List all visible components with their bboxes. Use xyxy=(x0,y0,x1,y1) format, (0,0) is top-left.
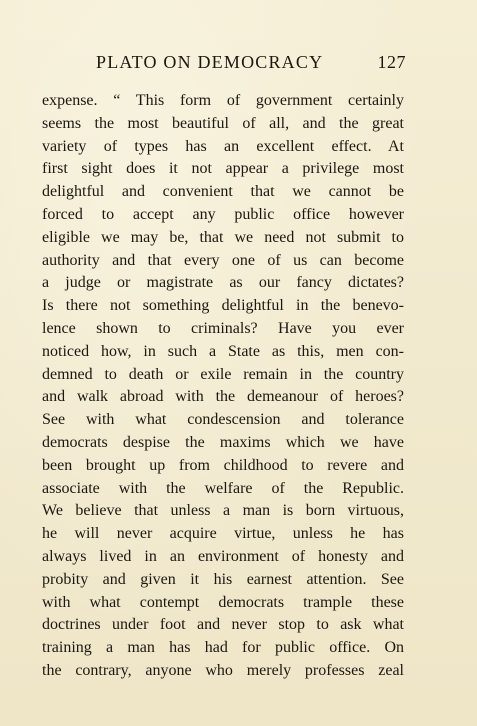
text-line: first sight does it not appear a privilege most xyxy=(42,160,404,178)
text-line: forced to accept any public office however xyxy=(42,205,404,223)
text-line: training a man has had for public office. On xyxy=(42,639,404,657)
text-line: probity and given it his earnest attention. See xyxy=(42,570,404,588)
text-line: always lived in an environment of honesty and xyxy=(42,547,404,565)
text-line: lence shown to criminals? Have you ever xyxy=(42,319,404,337)
text-line: Is there not something delightful in the benevo- xyxy=(42,297,404,315)
text-line: noticed how, in such a State as this, men con- xyxy=(42,342,404,360)
text-line: democrats despise the maxims which we have xyxy=(42,433,404,451)
text-line: authority and that every one of us can become xyxy=(42,251,404,269)
text-line: a judge or magistrate as our fancy dictates? xyxy=(42,274,404,292)
text-line: expense. “ This form of government certainly xyxy=(42,92,404,109)
text-line: We believe that unless a man is born virtuous, xyxy=(42,502,404,520)
running-header xyxy=(96,51,406,73)
text-line: and walk abroad with the demeanour of heroes? xyxy=(42,388,404,406)
text-line: demned to death or exile remain in the country xyxy=(42,365,404,383)
page-number: 127 xyxy=(377,52,406,72)
text-line: with what contempt democrats trample these xyxy=(42,593,404,611)
text-line: delightful and convenient that we cannot be xyxy=(42,183,404,201)
text-line: associate with the welfare of the Republic. xyxy=(42,479,404,497)
text-line: variety of types has an excellent effect. At xyxy=(42,137,404,155)
text-line: the contrary, anyone who merely professes zeal xyxy=(42,661,404,679)
text-line: been brought up from childhood to revere and xyxy=(42,456,404,474)
text-line: seems the most beautiful of all, and the great xyxy=(42,114,404,132)
running-title: PLATO ON DEMOCRACY xyxy=(96,52,324,72)
text-line: eligible we may be, that we need not submit to xyxy=(42,228,404,246)
text-line: he will never acquire virtue, unless he has xyxy=(42,525,404,543)
body-text xyxy=(42,90,404,683)
text-line: doctrines under foot and never stop to ask what xyxy=(42,616,404,634)
text-line: See with what condescension and tolerance xyxy=(42,411,404,429)
